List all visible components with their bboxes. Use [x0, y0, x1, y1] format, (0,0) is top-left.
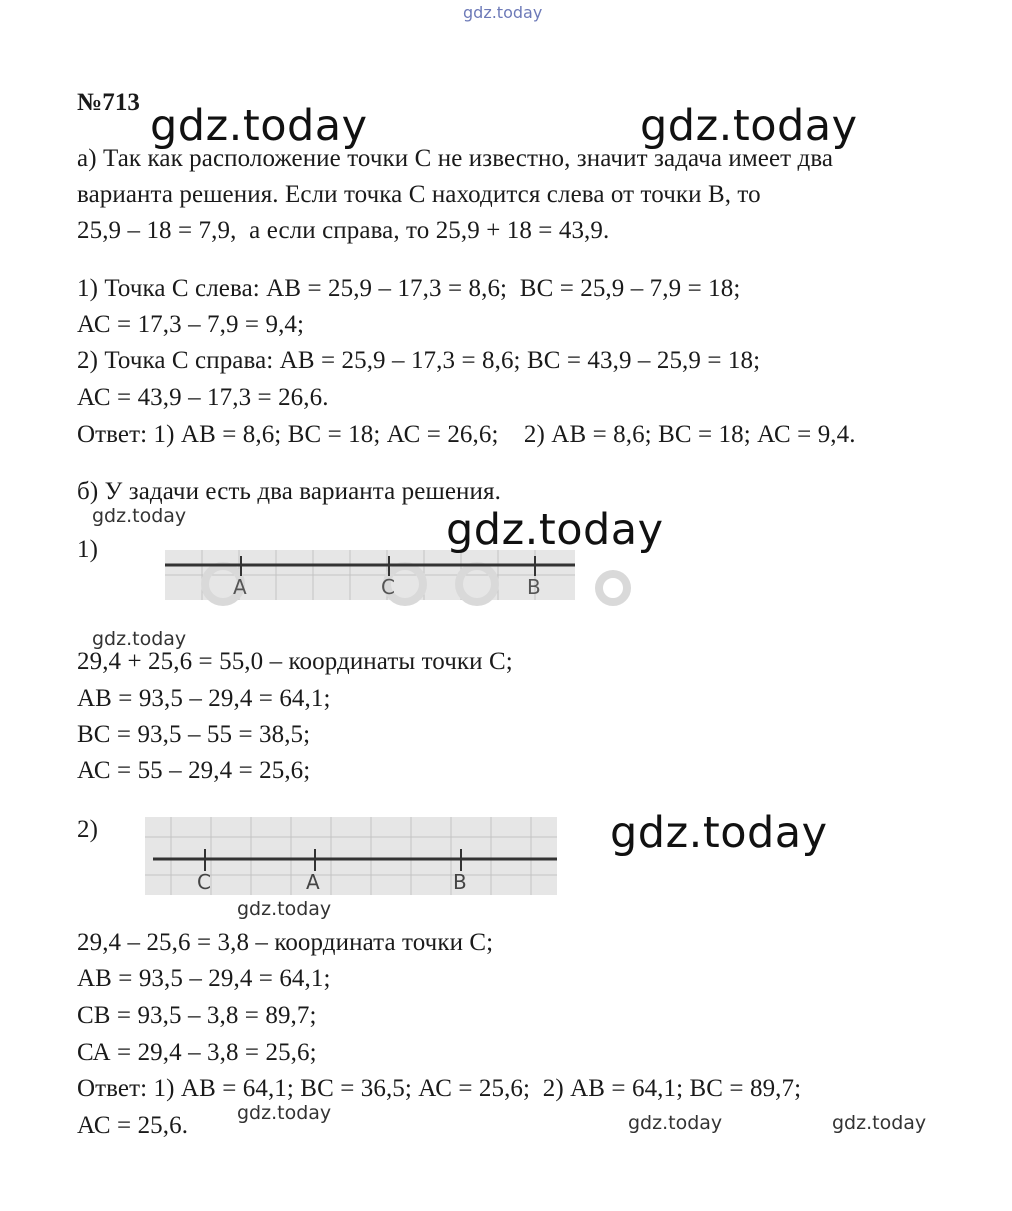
- part-a-line: 2) Точка С справа: АВ = 25,9 – 17,3 = 8,6; ВС = 43,9 – 25,9 = 18;: [77, 347, 761, 374]
- part-a-line: варианта решения. Если точка С находится слева от точки В, то: [77, 181, 761, 208]
- part-a-line: 1) Точка С слева: АВ = 25,9 – 17,3 = 8,6; ВС = 25,9 – 7,9 = 18;: [77, 275, 741, 302]
- watermark: gdz.today: [150, 101, 368, 151]
- case1-line: АВ = 93,5 – 29,4 = 64,1;: [77, 685, 331, 712]
- sketch2-point-c: С: [197, 870, 211, 894]
- part-a-line: а) Так как расположение точки С не известно, значит задача имеет два: [77, 145, 834, 172]
- sketch1-point-b: В: [527, 575, 541, 599]
- case2-line: СА = 29,4 – 3,8 = 25,6;: [77, 1039, 317, 1066]
- case2-line: 29,4 – 25,6 = 3,8 – координата точки С;: [77, 929, 494, 956]
- watermark: gdz.today: [92, 505, 187, 527]
- sketch2-point-a: А: [306, 870, 320, 894]
- sketch1-point-c: С: [381, 575, 395, 599]
- part-a-line: АС = 17,3 – 7,9 = 9,4;: [77, 311, 305, 338]
- case1-line: 29,4 + 25,6 = 55,0 – координаты точки С;: [77, 648, 513, 675]
- watermark: gdz.today: [92, 628, 187, 650]
- watermark: gdz.today: [237, 1102, 332, 1124]
- part-a-line: 25,9 – 18 = 7,9, а если справа, то 25,9 + 18 = 43,9.: [77, 217, 610, 244]
- case2-line: СВ = 93,5 – 3,8 = 89,7;: [77, 1002, 317, 1029]
- watermark: gdz.today: [640, 101, 858, 151]
- watermark-top: gdz.today: [463, 3, 543, 22]
- part-b-intro: б) У задачи есть два варианта решения.: [77, 478, 501, 505]
- watermark: gdz.today: [237, 898, 332, 920]
- case2-line: АВ = 93,5 – 29,4 = 64,1;: [77, 965, 331, 992]
- number-line-sketch-1: [165, 548, 635, 616]
- sketch2-point-b: В: [453, 870, 467, 894]
- case1-label: 1): [77, 536, 99, 563]
- problem-title: №713: [77, 89, 141, 116]
- case2-label: 2): [77, 816, 99, 843]
- watermark: gdz.today: [628, 1112, 723, 1134]
- answer-b-cont: АС = 25,6.: [77, 1112, 189, 1139]
- case1-line: АС = 55 – 29,4 = 25,6;: [77, 757, 311, 784]
- watermark: gdz.today: [446, 505, 664, 555]
- watermark: gdz.today: [610, 808, 828, 858]
- answer-a: Ответ: 1) АВ = 8,6; ВС = 18; АС = 26,6; 2) АВ = 8,6; ВС = 18; АС = 9,4.: [77, 421, 856, 448]
- answer-b: Ответ: 1) АВ = 64,1; ВС = 36,5; АС = 25,6; 2) АВ = 64,1; ВС = 89,7;: [77, 1075, 802, 1102]
- case1-line: ВС = 93,5 – 55 = 38,5;: [77, 721, 311, 748]
- number-line-sketch-2: [145, 815, 560, 897]
- part-a-line: АС = 43,9 – 17,3 = 26,6.: [77, 384, 329, 411]
- watermark: gdz.today: [832, 1112, 927, 1134]
- sketch1-point-a: А: [233, 575, 247, 599]
